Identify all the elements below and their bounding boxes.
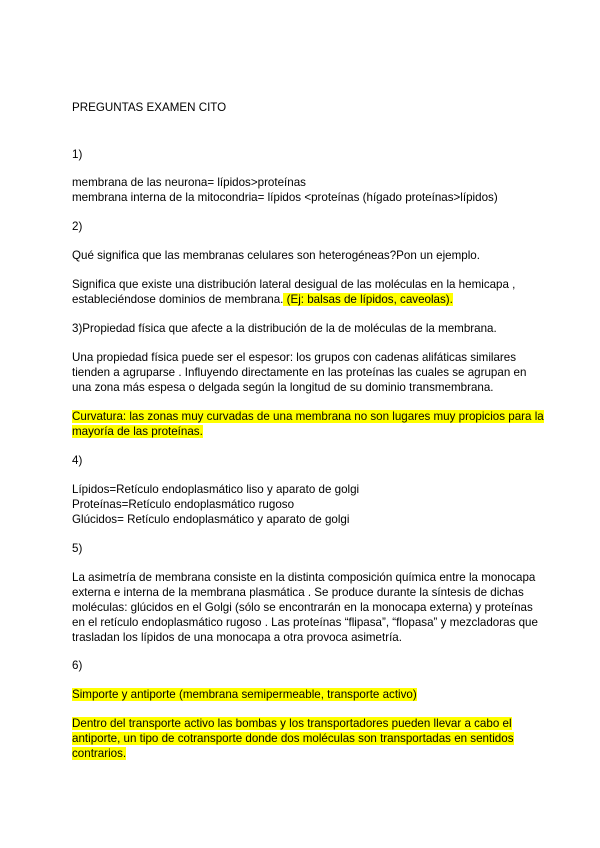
q6-highlight-text-2: antiporte, un tipo de cotransporte donde dos moléculas son transportadas en sentidos: [72, 732, 514, 745]
q3-answer-line-1: Una propiedad física puede ser el espesor: los grupos con cadenas alifáticas similares: [72, 351, 517, 364]
q6-highlight-title-line: [72, 687, 417, 702]
q6-highlight-line-1: [72, 716, 512, 731]
q4-line-2: Proteínas=Retículo endoplasmático rugoso: [72, 498, 295, 511]
q6-highlight-text-3: contrarios.: [72, 747, 127, 760]
document-title: PREGUNTAS EXAMEN CITO: [72, 101, 227, 114]
q2-answer-text: estableciéndose dominios de membrana.: [72, 293, 284, 306]
q5-line-3: moléculas: glúcidos en el Golgi (sólo se encontrarán en la monocapa externa) y proteínas: [72, 601, 533, 614]
q3-highlight-line-1: [72, 409, 544, 424]
question-4-number: 4): [72, 454, 83, 467]
q3-answer-line-2: tienden a agruparse . Influyendo directamente en las proteínas las cuales se agrupan en: [72, 366, 527, 379]
q6-highlight-text-1: Dentro del transporte activo las bombas y los transportadores pueden llevar a cabo el: [72, 717, 512, 730]
q2-highlighted-example: (Ej: balsas de lípidos, caveolas).: [283, 293, 453, 306]
q6-highlight-title: Simporte y antiporte (membrana semipermeable, transporte activo): [72, 688, 417, 701]
question-2-text: Qué significa que las membranas celulares son heterogéneas?Pon un ejemplo.: [72, 249, 480, 262]
q3-highlight-line-2: [72, 424, 203, 439]
question-5-number: 5): [72, 542, 83, 555]
q5-line-4: en el retículo endoplasmático rugoso . Las proteínas “flipasa”, “flopasa” y mezcladoras que: [72, 616, 538, 629]
q3-highlight-text-1: Curvatura: las zonas muy curvadas de una membrana no son lugares muy propicios para la: [72, 410, 544, 423]
q5-line-5: trasladan los lípidos de una monocapa a otra provoca asimetría.: [72, 631, 402, 644]
q1-line-2: membrana interna de la mitocondria= lípidos <proteínas (hígado proteínas>lípidos): [72, 191, 498, 204]
q4-line-1: Lípidos=Retículo endoplasmático liso y aparato de golgi: [72, 483, 360, 496]
q3-answer-line-3: una zona más espesa o delgada según la longitud de su dominio transmembrana.: [72, 381, 494, 394]
q3-highlight-text-2: mayoría de las proteínas.: [72, 425, 203, 438]
q1-line-1: membrana de las neurona= lípidos>proteínas: [72, 176, 306, 189]
q5-line-1: La asimetría de membrana consiste en la distinta composición química entre la monocapa: [72, 571, 536, 584]
q2-answer-line-1: Significa que existe una distribución lateral desigual de las moléculas en la hemicapa ,: [72, 278, 516, 291]
question-2-number: 2): [72, 220, 83, 233]
q4-line-3: Glúcidos= Retículo endoplasmático y aparato de golgi: [72, 513, 350, 526]
question-3-text: 3)Propiedad física que afecte a la distribución de la de moléculas de la membrana.: [72, 322, 497, 335]
q5-line-2: externa e interna de la membrana plasmática . Se produce durante la síntesis de dichas: [72, 586, 524, 599]
q6-highlight-line-3: [72, 746, 126, 761]
q2-answer-line-2: [72, 292, 453, 307]
question-6-number: 6): [72, 659, 83, 672]
q6-highlight-line-2: [72, 731, 514, 746]
question-1-number: 1): [72, 148, 83, 161]
